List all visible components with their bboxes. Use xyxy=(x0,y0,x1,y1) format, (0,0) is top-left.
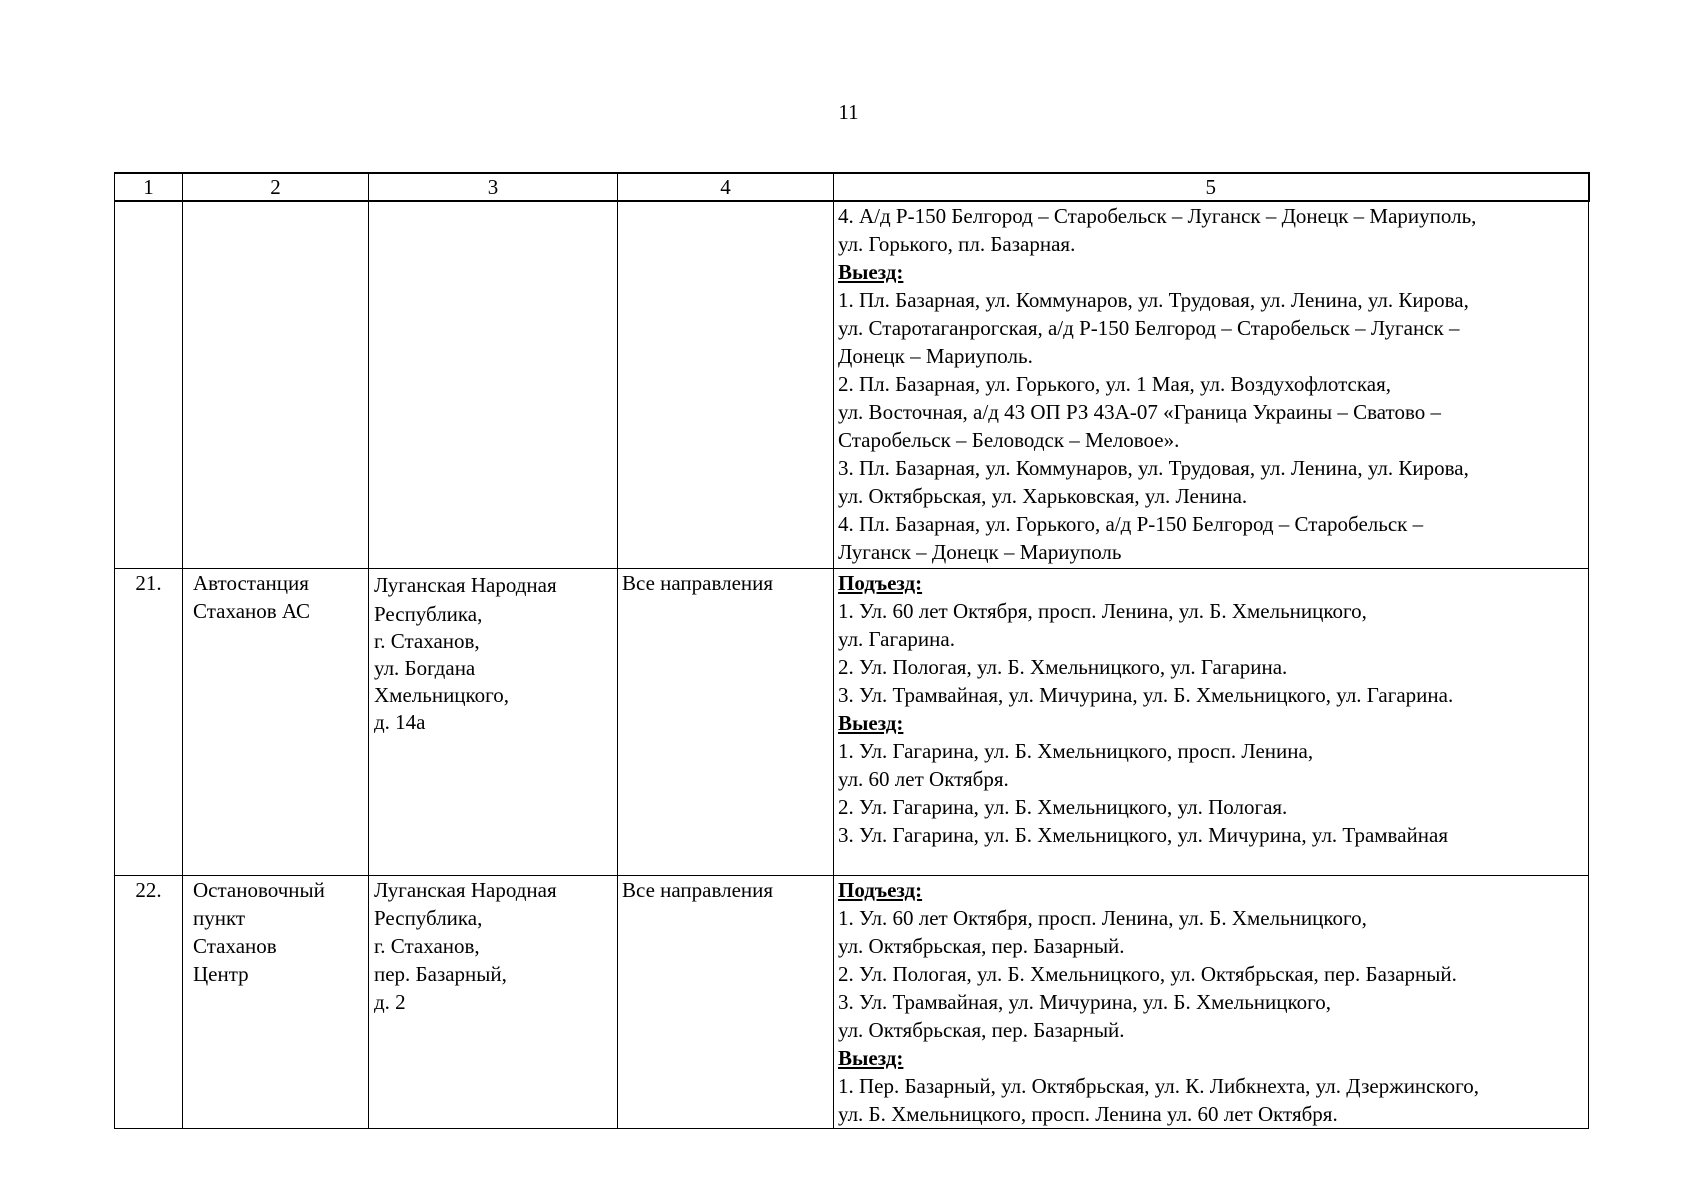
text-line: ул. Восточная, а/д 43 ОП РЗ 43А-07 «Граница Украины – Сватово – xyxy=(838,400,1441,424)
text-line: Донецк – Мариуполь. xyxy=(838,344,1033,368)
text-line: Центр xyxy=(193,962,249,986)
text-line: Остановочный xyxy=(193,878,325,902)
text-line: ул. Октябрьская, пер. Базарный. xyxy=(838,1018,1125,1042)
column-header: 4 xyxy=(618,173,834,201)
text-line: ул. 60 лет Октября. xyxy=(838,767,1009,791)
text-line: 3. Пл. Базарная, ул. Коммунаров, ул. Трудовая, ул. Ленина, ул. Кирова, xyxy=(838,456,1469,480)
table-row-continuation xyxy=(115,201,1589,569)
text-line: д. 14а xyxy=(374,710,426,734)
routes-cell xyxy=(834,201,1589,569)
text-line: 4. Пл. Базарная, ул. Горького, а/д Р-150 Белгород – Старобельск – xyxy=(838,512,1424,536)
text-line: 2. Пл. Базарная, ул. Горького, ул. 1 Мая, ул. Воздухофлотская, xyxy=(838,372,1391,396)
routes-cell xyxy=(834,876,1589,1129)
text-line: Луганск – Донецк – Мариуполь xyxy=(838,540,1122,564)
row-number-cell xyxy=(115,201,183,569)
text-line: Стаханов АС xyxy=(193,599,311,623)
text-line: 1. Ул. Гагарина, ул. Б. Хмельницкого, просп. Ленина, xyxy=(838,739,1314,763)
text-line: 2. Ул. Пологая, ул. Б. Хмельницкого, ул. Гагарина. xyxy=(838,655,1288,679)
text-line: 1. Пер. Базарный, ул. Октябрьская, ул. К. Либкнехта, ул. Дзержинского, xyxy=(838,1074,1479,1098)
row-number-cell: 21. xyxy=(115,569,183,876)
text-line: 3. Ул. Трамвайная, ул. Мичурина, ул. Б. Хмельницкого, ул. Гагарина. xyxy=(838,683,1454,707)
text-line: ул. Гагарина. xyxy=(838,627,955,651)
section-label: Выезд: xyxy=(838,260,904,284)
text-line: 1. Ул. 60 лет Октября, просп. Ленина, ул. Б. Хмельницкого, xyxy=(838,599,1367,623)
column-header: 1 xyxy=(115,173,183,201)
text-line: Республика, xyxy=(374,906,483,930)
text-line: ул. Старотаганрогская, а/д Р-150 Белгород – Старобельск – Луганск – xyxy=(838,316,1460,340)
text-line: Республика, xyxy=(374,602,483,626)
routes-table xyxy=(114,172,1590,1129)
section-label: Выезд: xyxy=(838,711,904,735)
text-line: 1. Ул. 60 лет Октября, просп. Ленина, ул. Б. Хмельницкого, xyxy=(838,906,1367,930)
address-cell xyxy=(369,876,618,1129)
text-line: г. Стаханов, xyxy=(374,629,480,653)
text-line: 4. А/д Р-150 Белгород – Старобельск – Луганск – Донецк – Мариуполь, xyxy=(838,204,1477,228)
text-line: Автостанция xyxy=(193,571,309,595)
direction-cell xyxy=(618,201,834,569)
section-label: Подъезд: xyxy=(838,878,923,902)
text-line: д. 2 xyxy=(374,990,406,1014)
text-line: ул. Б. Хмельницкого, просп. Ленина ул. 60 лет Октября. xyxy=(838,1102,1338,1126)
text-line: 3. Ул. Трамвайная, ул. Мичурина, ул. Б. Хмельницкого, xyxy=(838,990,1331,1014)
text-line: Луганская Народная xyxy=(374,573,557,597)
address-cell xyxy=(369,201,618,569)
text-line: ул. Богдана xyxy=(374,656,476,680)
text-line: ул. Октябрьская, пер. Базарный. xyxy=(838,934,1125,958)
section-label: Подъезд: xyxy=(838,571,923,595)
text-line: 1. Пл. Базарная, ул. Коммунаров, ул. Трудовая, ул. Ленина, ул. Кирова, xyxy=(838,288,1469,312)
direction-cell: Все направления xyxy=(618,569,834,876)
row-number-cell: 22. xyxy=(115,876,183,1129)
page-number: 11 xyxy=(838,100,859,124)
routes-cell xyxy=(834,569,1589,876)
text-line: Хмельницкого, xyxy=(374,683,510,707)
text-line: Старобельск – Беловодск – Меловое». xyxy=(838,428,1180,452)
station-name-cell xyxy=(183,201,369,569)
text-line: 2. Ул. Пологая, ул. Б. Хмельницкого, ул. Октябрьская, пер. Базарный. xyxy=(838,962,1457,986)
text-line: ул. Горького, пл. Базарная. xyxy=(838,232,1076,256)
section-label: Выезд: xyxy=(838,1046,904,1070)
station-name-cell xyxy=(183,569,369,876)
table-header-row xyxy=(115,173,1589,201)
column-header: 2 xyxy=(183,173,369,201)
column-header: 5 xyxy=(834,173,1589,201)
text-line: ул. Октябрьская, ул. Харьковская, ул. Ленина. xyxy=(838,484,1248,508)
text-line: пункт xyxy=(193,906,246,930)
direction-cell: Все направления xyxy=(618,876,834,1129)
address-cell xyxy=(369,569,618,876)
text-line: 3. Ул. Гагарина, ул. Б. Хмельницкого, ул. Мичурина, ул. Трамвайная xyxy=(838,823,1448,847)
text-line: г. Стаханов, xyxy=(374,934,480,958)
table-row xyxy=(115,876,1589,1129)
table-row xyxy=(115,569,1589,876)
text-line: 2. Ул. Гагарина, ул. Б. Хмельницкого, ул. Пологая. xyxy=(838,795,1288,819)
text-line: пер. Базарный, xyxy=(374,962,507,986)
text-line: Стаханов xyxy=(193,934,277,958)
text-line: Луганская Народная xyxy=(374,878,557,902)
column-header: 3 xyxy=(369,173,618,201)
station-name-cell xyxy=(183,876,369,1129)
